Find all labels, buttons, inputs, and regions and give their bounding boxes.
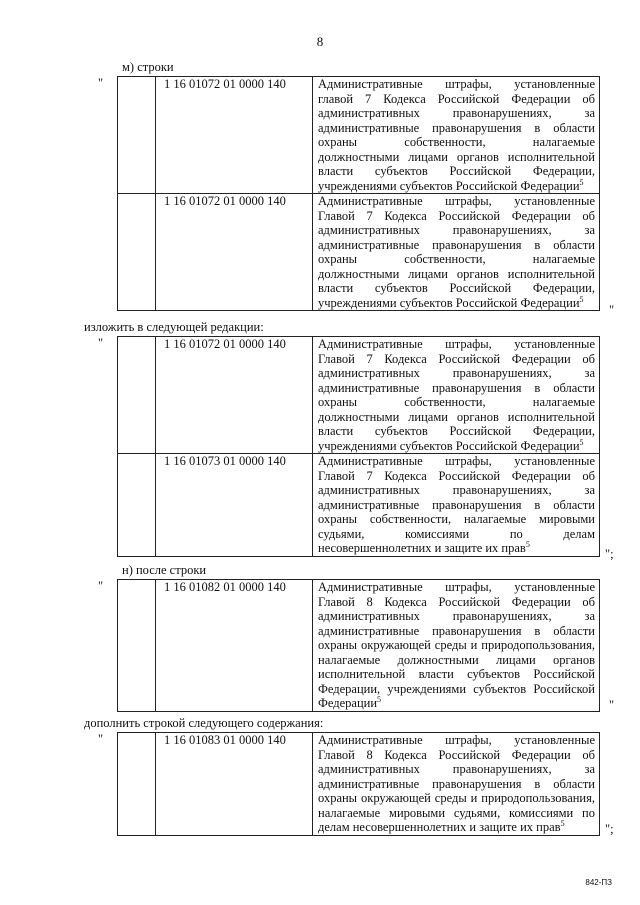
description-line: административных правонарушениях, за [318, 366, 595, 380]
empty-cell [118, 337, 156, 454]
description-line: административных правонарушениях, за [318, 223, 595, 237]
description-line: должностными лицами органов исполнительной [318, 149, 595, 164]
description-line: Главой 7 Кодекса Российской Федерации об [318, 468, 595, 483]
desc-cell [313, 77, 600, 194]
description-line: Главой 8 Кодекса Российской Федерации об [318, 747, 595, 762]
empty-cell [118, 733, 156, 836]
description-line: судьями, комиссиями по делам [318, 526, 595, 541]
description-line: власти субъектов Российской Федерации, [318, 424, 595, 438]
description-line: учреждениями субъектов Российской Федерации$^5$ [318, 177, 584, 193]
description-line: административные правонарушения в области [318, 380, 595, 395]
empty-cell [118, 454, 156, 557]
code-cell: 1 16 01082 01 0000 140 [156, 580, 313, 712]
description-line: охраны собственности, налагаемые мировыми [318, 512, 595, 526]
description-line: учреждениями субъектов Российской Федерации$^5$ [318, 437, 584, 453]
description-text [318, 337, 595, 453]
code-cell: 1 16 01073 01 0000 140 [156, 454, 313, 557]
description-line: административных правонарушениях, за [318, 106, 595, 120]
description-line: власти субъектов Российской Федерации, [318, 164, 595, 178]
description-line: охраны собственности, налагаемые [318, 252, 595, 266]
section-label: н) после строки [122, 563, 207, 577]
description-line: Федерации$^5$ [318, 694, 382, 710]
desc-cell [313, 194, 600, 311]
section-label: дополнить строкой следующего содержания: [84, 716, 324, 730]
description-line: Главой 7 Кодекса Российской Федерации об [318, 351, 595, 366]
description-line: охраны собственности, налагаемые [318, 395, 595, 409]
description-line: налагаемые мировыми судьями, комиссиями по [318, 805, 595, 820]
code-cell: 1 16 01072 01 0000 140 [156, 194, 313, 311]
close-quote: "; [605, 547, 614, 561]
table-section-dopolnit [117, 732, 600, 836]
description-line: власти субъектов Российской Федерации, [318, 281, 595, 295]
open-quote: " [98, 732, 104, 746]
desc-cell [313, 580, 600, 712]
description-line: учреждениями субъектов Российской Федерации$^5$ [318, 294, 584, 310]
description-line: Главой 8 Кодекса Российской Федерации об [318, 594, 595, 609]
description-line: несовершеннолетних и защите их прав$^5$ [318, 539, 530, 555]
close-quote: "; [605, 822, 614, 836]
description-line: исполнительной власти субъектов Российской [318, 667, 595, 681]
description-line: налагаемые должностными лицами органов [318, 652, 595, 667]
open-quote: " [98, 579, 104, 593]
table-section-n [117, 579, 600, 712]
page-number: 8 [316, 34, 324, 49]
open-quote: " [98, 336, 104, 350]
footnote-marker: 5 [579, 437, 584, 447]
table-row [118, 337, 600, 454]
code-cell: 1 16 01072 01 0000 140 [156, 77, 313, 194]
empty-cell [118, 194, 156, 311]
description-line: должностными лицами органов исполнительной [318, 409, 595, 424]
description-line: Административные штрафы, установленные [318, 580, 595, 594]
description-line: Административные штрафы, установленные [318, 194, 595, 208]
description-line: административные правонарушения в области [318, 776, 595, 791]
close-quote: " [609, 698, 615, 712]
table-row [118, 77, 600, 194]
description-line: Административные штрафы, установленные [318, 77, 595, 91]
description-line: административные правонарушения в области [318, 237, 595, 252]
section-label: м) строки [122, 60, 174, 74]
description-text [318, 194, 595, 310]
description-text [318, 733, 595, 835]
description-text [318, 77, 595, 193]
description-line: Административные штрафы, установленные [318, 733, 595, 747]
empty-cell [118, 77, 156, 194]
description-line: охраны окружающей среды и природопользования, [318, 638, 595, 652]
open-quote: " [98, 76, 104, 90]
description-line: административных правонарушениях, за [318, 762, 595, 776]
description-line: должностными лицами органов исполнительной [318, 266, 595, 281]
desc-cell [313, 337, 600, 454]
description-text [318, 454, 595, 556]
table-row [118, 454, 600, 557]
description-line: административных правонарушениях, за [318, 609, 595, 623]
desc-cell [313, 733, 600, 836]
description-line: охраны собственности, налагаемые [318, 135, 595, 149]
description-line: административные правонарушения в области [318, 497, 595, 512]
description-text [318, 580, 595, 711]
empty-cell [118, 580, 156, 712]
footnote-marker: 5 [579, 294, 584, 304]
close-quote: " [609, 303, 615, 317]
description-line: административные правонарушения в области [318, 623, 595, 638]
code-cell: 1 16 01072 01 0000 140 [156, 337, 313, 454]
description-line: охраны окружающей среды и природопользования, [318, 791, 595, 805]
table-section-m [117, 76, 600, 311]
footer-code: 842-ПЗ [585, 878, 612, 887]
footnote-marker: 5 [579, 177, 584, 187]
table-section-izlozhit [117, 336, 600, 557]
description-line: административных правонарушениях, за [318, 483, 595, 497]
desc-cell [313, 454, 600, 557]
table-row [118, 580, 600, 712]
footnote-marker: 5 [525, 539, 530, 549]
code-cell: 1 16 01083 01 0000 140 [156, 733, 313, 836]
description-line: административные правонарушения в области [318, 120, 595, 135]
table-row [118, 194, 600, 311]
description-line: Административные штрафы, установленные [318, 454, 595, 468]
table-row [118, 733, 600, 836]
section-label: изложить в следующей редакции: [84, 320, 264, 334]
description-line: Административные штрафы, установленные [318, 337, 595, 351]
footnote-marker: 5 [560, 818, 565, 828]
footnote-marker: 5 [377, 694, 382, 704]
description-line: делам несовершеннолетних и защите их прав$^5$ [318, 818, 565, 834]
description-line: Федерации, учреждениями субъектов Российской [318, 681, 595, 696]
description-line: главой 7 Кодекса Российской Федерации об [318, 91, 595, 106]
description-line: Главой 7 Кодекса Российской Федерации об [318, 208, 595, 223]
